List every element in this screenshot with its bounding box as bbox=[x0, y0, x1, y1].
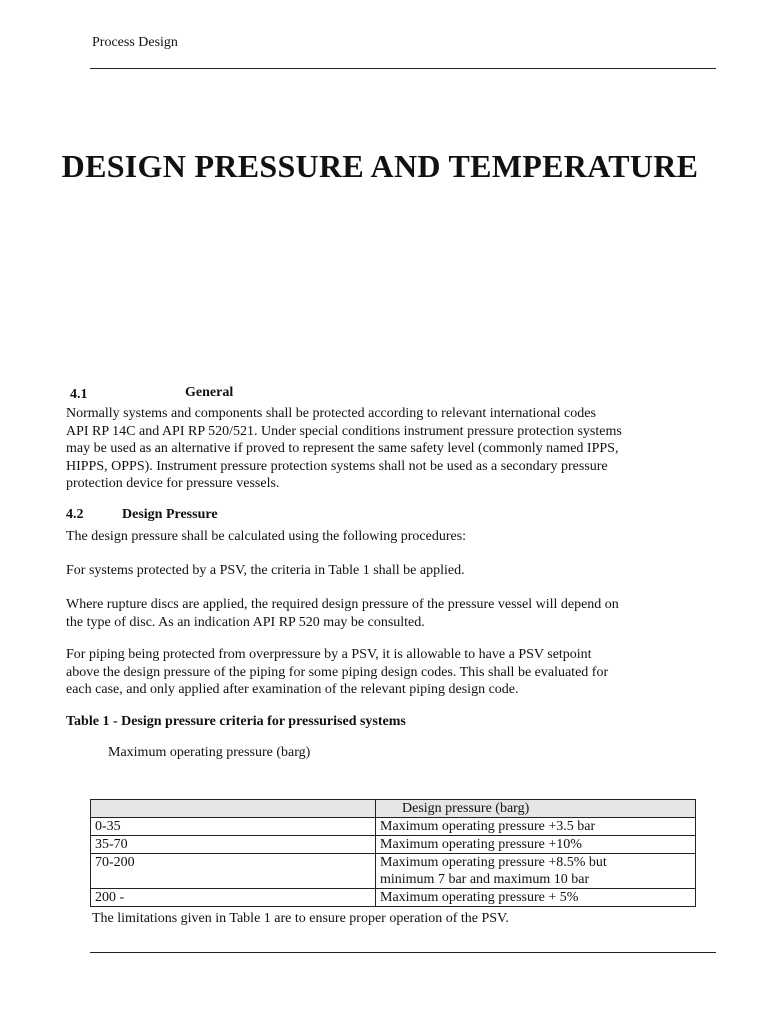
cell-line: Maximum operating pressure +3.5 bar bbox=[380, 819, 596, 834]
page-header: Process Design bbox=[92, 35, 178, 50]
paragraph-line: API RP 14C and API RP 520/521. Under special conditions instrument pressure protection systems bbox=[66, 423, 622, 439]
cell-line: Maximum operating pressure +8.5% but bbox=[380, 855, 607, 870]
table-header-row bbox=[91, 800, 696, 818]
table-cell-range: 70-200 bbox=[91, 854, 376, 889]
section-4-2-title: Design Pressure bbox=[122, 507, 218, 522]
table-note: The limitations given in Table 1 are to ensure proper operation of the PSV. bbox=[92, 911, 509, 926]
design-pressure-table bbox=[90, 799, 696, 907]
header-rule bbox=[90, 68, 716, 69]
section-4-2-paragraph-4 bbox=[66, 646, 706, 699]
table-row bbox=[91, 818, 696, 836]
section-4-1-number: 4.1 bbox=[70, 387, 88, 402]
table-header-cell bbox=[91, 800, 376, 818]
table-cell-design bbox=[376, 836, 696, 854]
paragraph-line: HIPPS, OPPS). Instrument pressure protection systems shall not be used as a secondary pressure bbox=[66, 458, 608, 474]
table-sub-label: Maximum operating pressure (barg) bbox=[108, 745, 311, 760]
table-cell-range: 35-70 bbox=[91, 836, 376, 854]
paragraph-line: above the design pressure of the piping for some piping design codes. This shall be evaluated for bbox=[66, 664, 609, 680]
table-cell-design bbox=[376, 889, 696, 907]
table-row bbox=[91, 836, 696, 854]
table-row bbox=[91, 854, 696, 889]
cell-line: minimum 7 bar and maximum 10 bar bbox=[380, 872, 590, 887]
section-4-1-paragraph bbox=[66, 405, 706, 493]
paragraph-line: Normally systems and components shall be protected according to relevant international codes bbox=[66, 406, 596, 421]
page-title: DESIGN PRESSURE AND TEMPERATURE bbox=[61, 148, 699, 184]
section-4-1-title: General bbox=[185, 385, 234, 400]
paragraph-line: may be used as an alternative if proved to represent the same safety level (commonly named IPPS, bbox=[66, 441, 619, 456]
footer-rule bbox=[90, 952, 716, 953]
paragraph-line: For piping being protected from overpressure by a PSV, it is allowable to have a PSV setpoint bbox=[66, 647, 592, 662]
paragraph-line: each case, and only applied after examination of the relevant piping design code. bbox=[66, 682, 519, 697]
paragraph-line: the type of disc. As an indication API RP 520 may be consulted. bbox=[66, 614, 425, 630]
table-cell-design bbox=[376, 818, 696, 836]
cell-line: Maximum operating pressure + 5% bbox=[380, 890, 579, 905]
paragraph-line: For systems protected by a PSV, the criteria in Table 1 shall be applied. bbox=[66, 563, 465, 578]
cell-line: Maximum operating pressure +10% bbox=[380, 837, 582, 852]
table-cell-design bbox=[376, 854, 696, 889]
paragraph-line: Where rupture discs are applied, the required design pressure of the pressure vessel will depend on bbox=[66, 597, 619, 612]
table-header-cell: Design pressure (barg) bbox=[376, 800, 696, 818]
table-caption: Table 1 - Design pressure criteria for pressurised systems bbox=[66, 714, 406, 729]
section-4-2-paragraph-2 bbox=[66, 562, 706, 580]
section-4-2-number: 4.2 bbox=[66, 507, 84, 522]
table-cell-range: 200 - bbox=[91, 889, 376, 907]
table-cell-range: 0-35 bbox=[91, 818, 376, 836]
paragraph-line: The design pressure shall be calculated using the following procedures: bbox=[66, 529, 467, 544]
paragraph-line: protection device for pressure vessels. bbox=[66, 476, 280, 491]
table-row bbox=[91, 889, 696, 907]
section-4-2-paragraph-3 bbox=[66, 596, 706, 631]
section-4-2-paragraph-1 bbox=[66, 528, 706, 546]
